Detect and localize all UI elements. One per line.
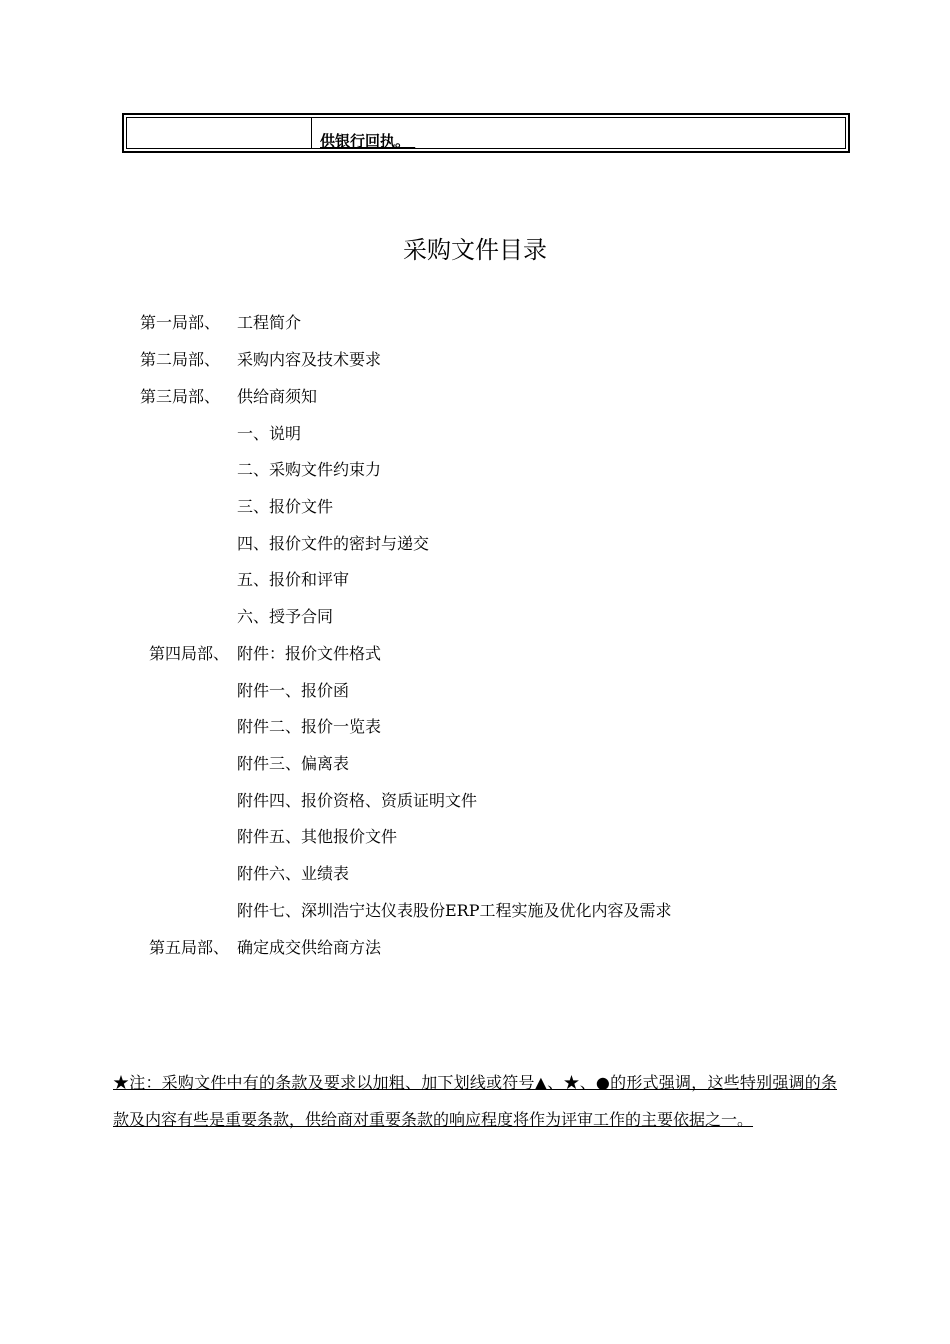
toc-part3[interactable] [140,387,317,407]
toc-part3-item[interactable]: 五、报价和评审 [237,570,350,589]
toc-part1-label: 第一局部、 [140,313,221,332]
toc-part4-item[interactable]: 附件六、业绩表 [237,864,350,883]
top-table [122,113,850,153]
table-cell-left [126,117,312,149]
toc-part4-item[interactable]: 附件二、报价一览表 [237,717,382,736]
toc-part1[interactable] [140,313,301,333]
toc-part3-item[interactable]: 一、说明 [237,424,302,443]
toc-part1-text: 工程简介 [237,313,302,332]
toc-part4[interactable] [149,644,381,664]
table-cell-right [312,117,846,149]
toc-part4-item[interactable]: 附件五、其他报价文件 [237,827,398,846]
toc-part3-label: 第三局部、 [140,387,221,406]
toc-part3-item[interactable]: 三、报价文件 [237,497,334,516]
toc-part5-text: 确定成交供给商方法 [237,938,382,957]
page-title: 采购文件目录 [403,236,547,264]
toc-part5[interactable] [149,938,381,958]
toc-part3-item[interactable]: 六、授予合同 [237,607,334,626]
toc-part4-text: 附件：报价文件格式 [237,644,382,663]
toc-part2[interactable] [140,350,381,370]
toc-part2-label: 第二局部、 [140,350,221,369]
toc-part4-item[interactable]: 附件七、深圳浩宁达仪表股份ERP工程实施及优化内容及需求 [237,901,672,920]
toc-part3-item[interactable]: 二、采购文件约束力 [237,460,382,479]
toc-part2-text: 采购内容及技术要求 [237,350,382,369]
toc-part3-text: 供给商须知 [237,387,318,406]
bank-receipt-text: 供银行回执。 [320,132,416,150]
emphasis-note: ★注：采购文件中有的条款及要求以加粗、加下划线或符号▲、★、●的形式强调，这些特别强调的条款及内容有些是重要条款，供给商对重要条款的响应程度将作为评审工作的主要依据之一。 [113,1073,837,1129]
toc-part4-item[interactable]: 附件四、报价资格、资质证明文件 [237,791,478,810]
toc-part4-item[interactable]: 附件三、偏离表 [237,754,350,773]
toc-part4-label: 第四局部、 [149,644,230,663]
toc-part3-item[interactable]: 四、报价文件的密封与递交 [237,534,430,553]
toc-part4-item[interactable]: 附件一、报价函 [237,681,350,700]
toc-part5-label: 第五局部、 [149,938,230,957]
